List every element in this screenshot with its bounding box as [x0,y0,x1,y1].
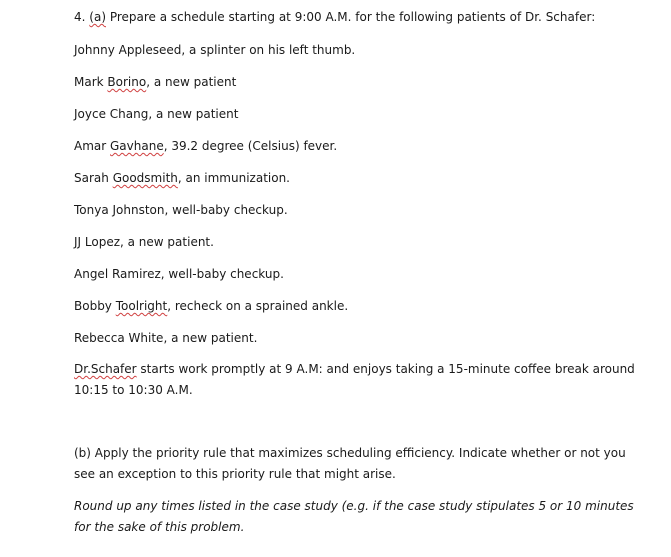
patient-line-7 [74,234,214,250]
patient-name-first: Bobby [74,299,116,313]
patient-name-flagged: Toolright [115,299,168,313]
patient-name-first: Sarah [74,171,113,185]
patient-line-6 [74,202,288,218]
part-b-label: (b) [74,446,91,460]
part-a-text: Prepare a schedule starting at 9:00 A.M. for the following patients of Dr. Schafer: [109,10,596,24]
patient-line-10 [74,330,257,346]
patient-line-5 [74,170,290,186]
patient-line-4 [74,138,337,154]
patient-reason: a new patient. [123,235,214,249]
patient-name: Angel Ramirez, [74,267,165,281]
patient-reason: , 39.2 degree (Celsius) fever. [163,139,338,153]
patient-line-1 [74,42,355,58]
schafer-note-text: starts work promptly at 9 A.M: and enjoys taking a 15-minute coffee break around 10:15 to 10:30 A.M. [74,362,635,397]
patient-name: Tonya Johnston, [74,203,169,217]
patient-name-flagged: Borino [107,75,147,89]
question-4-part-b [74,443,644,485]
rounding-note: Round up any times listed in the case study (e.g. if the case study stipulates 5 or 10 minutes for the sake of this problem. [74,499,634,534]
patient-reason: , recheck on a sprained ankle. [167,299,349,313]
patient-reason: a new patient [152,107,239,121]
patient-line-3 [74,106,238,122]
patient-name-flagged: Goodsmith [112,171,178,185]
question-number: 4. [74,10,86,24]
patient-name-first: Amar [74,139,110,153]
patient-name: Johnny Appleseed, [74,43,186,57]
patient-name: Joyce Chang, [74,107,153,121]
patient-name: JJ Lopez, [74,235,124,249]
patient-reason: , an immunization. [177,171,290,185]
patient-reason: , a new patient [146,75,237,89]
patient-line-8 [74,266,284,282]
patient-reason: a splinter on his left thumb. [185,43,356,57]
schafer-note [74,359,644,401]
patient-name-flagged: Gavhane [110,139,164,153]
patient-line-9 [74,298,348,314]
patient-name: Rebecca White, [74,331,168,345]
patient-reason: well-baby checkup. [168,203,288,217]
patient-name-first: Mark [74,75,108,89]
part-a-label: (a) [89,10,106,24]
patient-line-2 [74,74,236,90]
part-b-text: Apply the priority rule that maximizes scheduling efficiency. Indicate whether or not you see an exception to this priority rule that might arise. [74,446,626,481]
patient-reason: well-baby checkup. [164,267,284,281]
patient-reason: a new patient. [167,331,258,345]
schafer-name-flagged: Dr.Schafer [74,362,137,376]
question-4-part-a [74,9,595,25]
